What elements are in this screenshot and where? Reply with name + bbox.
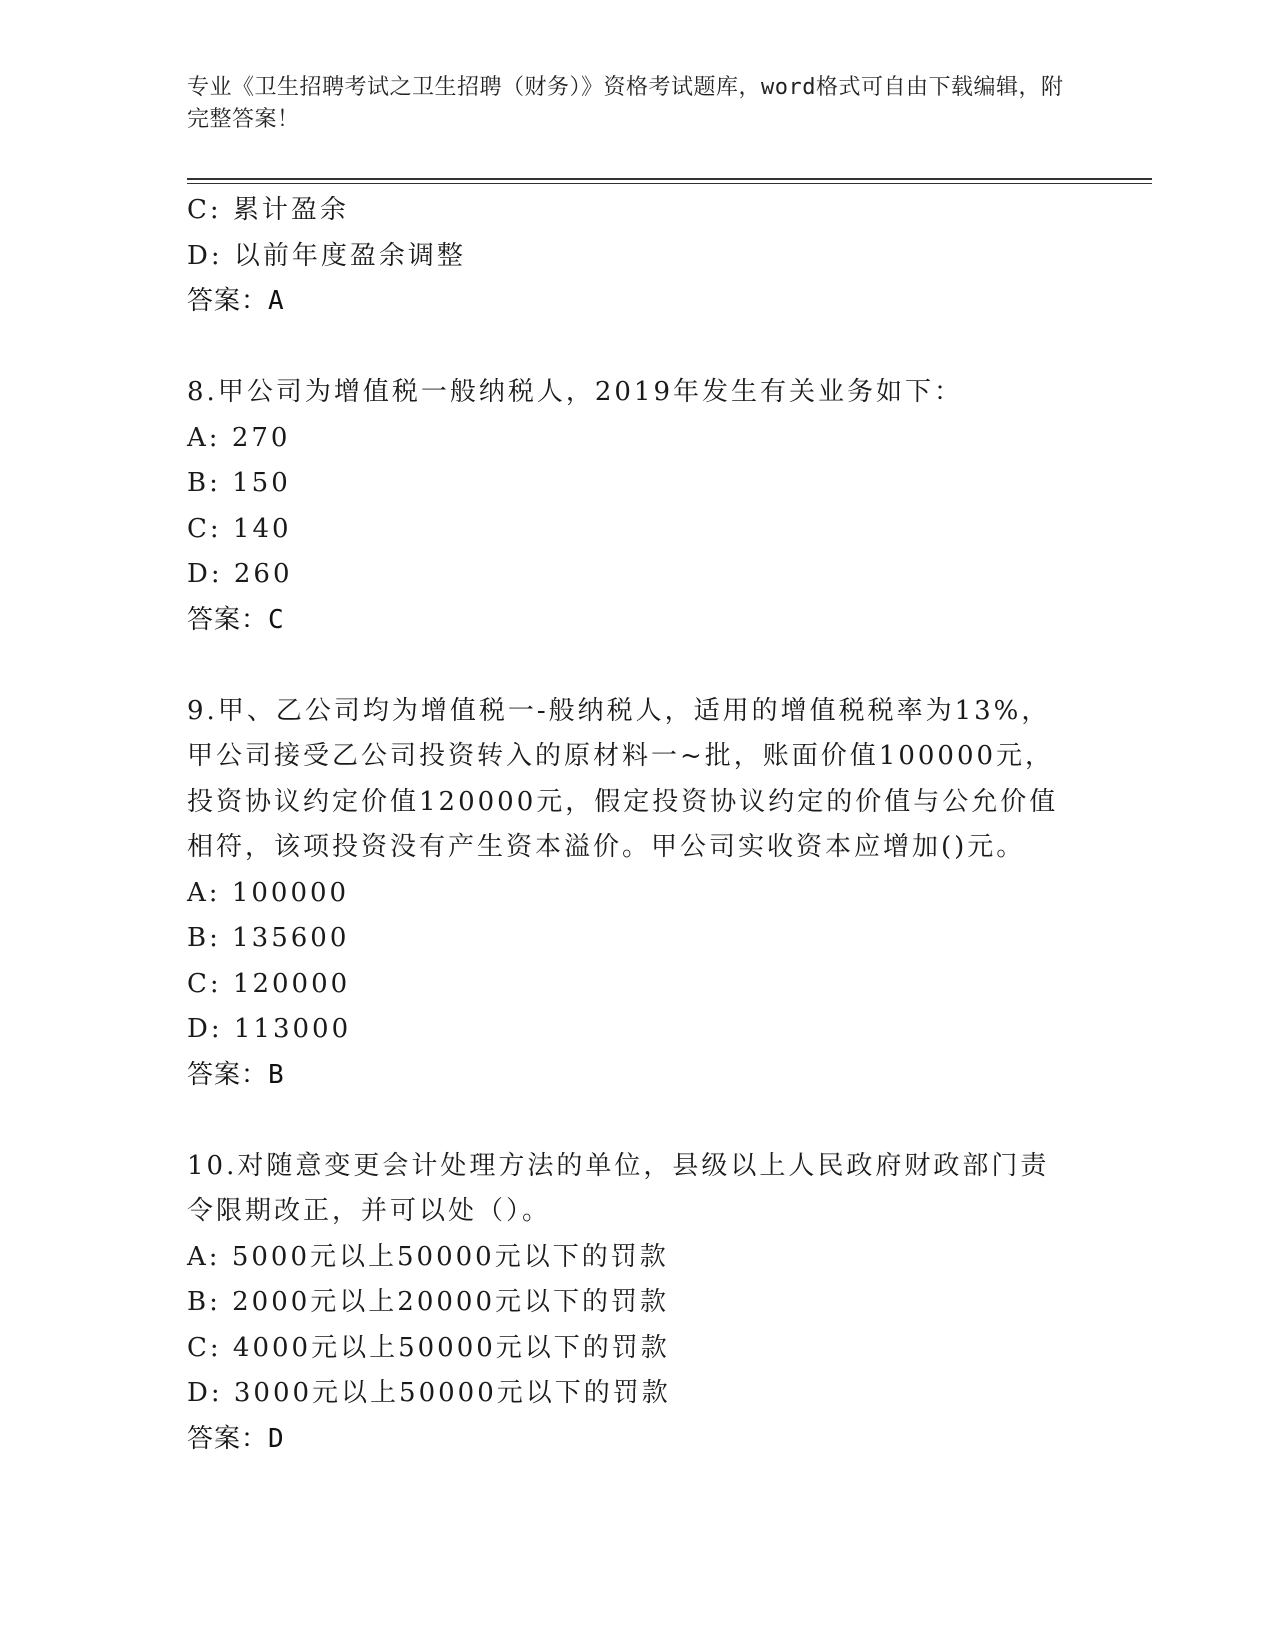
option-label: D: — [187, 1378, 223, 1408]
option-text: 5000元以上50000元以下的罚款 — [231, 1241, 669, 1272]
question-block — [187, 1144, 1087, 1463]
option-text: 260 — [233, 559, 293, 589]
option-label: C: — [187, 968, 222, 999]
option-label: C: — [187, 513, 222, 544]
option-line — [187, 1235, 1087, 1281]
question-number: 10. — [187, 1150, 238, 1181]
question-list — [187, 188, 1087, 1462]
option-line — [187, 871, 1087, 917]
option-line — [187, 188, 1087, 234]
answer-line: 答案：D — [187, 1423, 285, 1454]
question-text — [187, 689, 1067, 871]
option-line — [187, 1280, 1087, 1326]
question-spacer — [187, 325, 1087, 371]
option-text: 113000 — [233, 1014, 352, 1044]
option-label: D: — [187, 559, 223, 589]
option-text: 以前年度盈余调整 — [233, 240, 466, 271]
answer-line: 答案：C — [187, 604, 285, 635]
option-line — [187, 416, 1087, 462]
option-text: 150 — [232, 468, 291, 498]
option-label: B: — [187, 468, 221, 498]
question-stem: 对随意变更会计处理方法的单位，县级以上人民政府财政部门责令限期改正，并可以处（）。 — [187, 1150, 1050, 1226]
option-text: 累计盈余 — [232, 195, 349, 225]
answer-line: 答案：B — [187, 1059, 285, 1090]
answer-line: 答案：A — [187, 286, 285, 316]
question-spacer — [187, 1098, 1087, 1144]
option-line — [187, 916, 1087, 962]
question-number: 8. — [187, 377, 218, 407]
header-divider-thick — [187, 178, 1152, 180]
option-text: 120000 — [232, 968, 351, 999]
question-text — [187, 370, 1067, 416]
option-text: 4000元以上50000元以下的罚款 — [232, 1332, 670, 1363]
option-text: 2000元以上20000元以下的罚款 — [232, 1287, 670, 1317]
option-text: 140 — [232, 513, 292, 544]
option-label: D: — [187, 1014, 223, 1044]
option-line — [187, 1326, 1087, 1372]
option-text: 135600 — [232, 923, 350, 953]
option-label: A: — [187, 877, 221, 908]
option-line — [187, 552, 1087, 598]
option-line — [187, 234, 1087, 280]
question-block — [187, 370, 1087, 643]
option-label: A: — [187, 1241, 221, 1272]
option-line — [187, 1371, 1087, 1417]
document-header-note: 专业《卫生招聘考试之卫生招聘（财务）》资格考试题库，word格式可自由下载编辑，附完整答案！ — [187, 75, 1064, 132]
option-line — [187, 1007, 1087, 1053]
option-text: 100000 — [231, 877, 350, 908]
option-line — [187, 962, 1087, 1008]
question-stem: 甲公司为增值税一般纳税人，2019年发生有关业务如下： — [217, 377, 963, 407]
partial-question — [187, 188, 1087, 325]
option-line — [187, 507, 1087, 553]
question-text — [187, 1144, 1067, 1235]
option-text: 270 — [231, 422, 291, 453]
option-text: 3000元以上50000元以下的罚款 — [233, 1378, 671, 1408]
option-label: B: — [187, 923, 221, 953]
option-line — [187, 461, 1087, 507]
option-label: A: — [187, 422, 221, 453]
question-block — [187, 689, 1087, 1099]
option-label: D: — [187, 240, 223, 271]
question-stem: 甲、乙公司均为增值税一-般纳税人，适用的增值税税率为13%，甲公司接受乙公司投资转入的原材料一~批，账面价值100000元，投资协议约定价值120000元，假定投资协议约定的价值与公允价值相符，该项投资没有产生资本溢价。甲公司实收资本应增加()元。 — [187, 695, 1059, 862]
question-number: 9. — [187, 695, 218, 726]
option-label: B: — [187, 1287, 221, 1317]
option-label: C: — [187, 1332, 222, 1363]
header-divider-thin — [187, 183, 1152, 184]
question-spacer — [187, 643, 1087, 689]
option-label: C: — [187, 195, 222, 225]
